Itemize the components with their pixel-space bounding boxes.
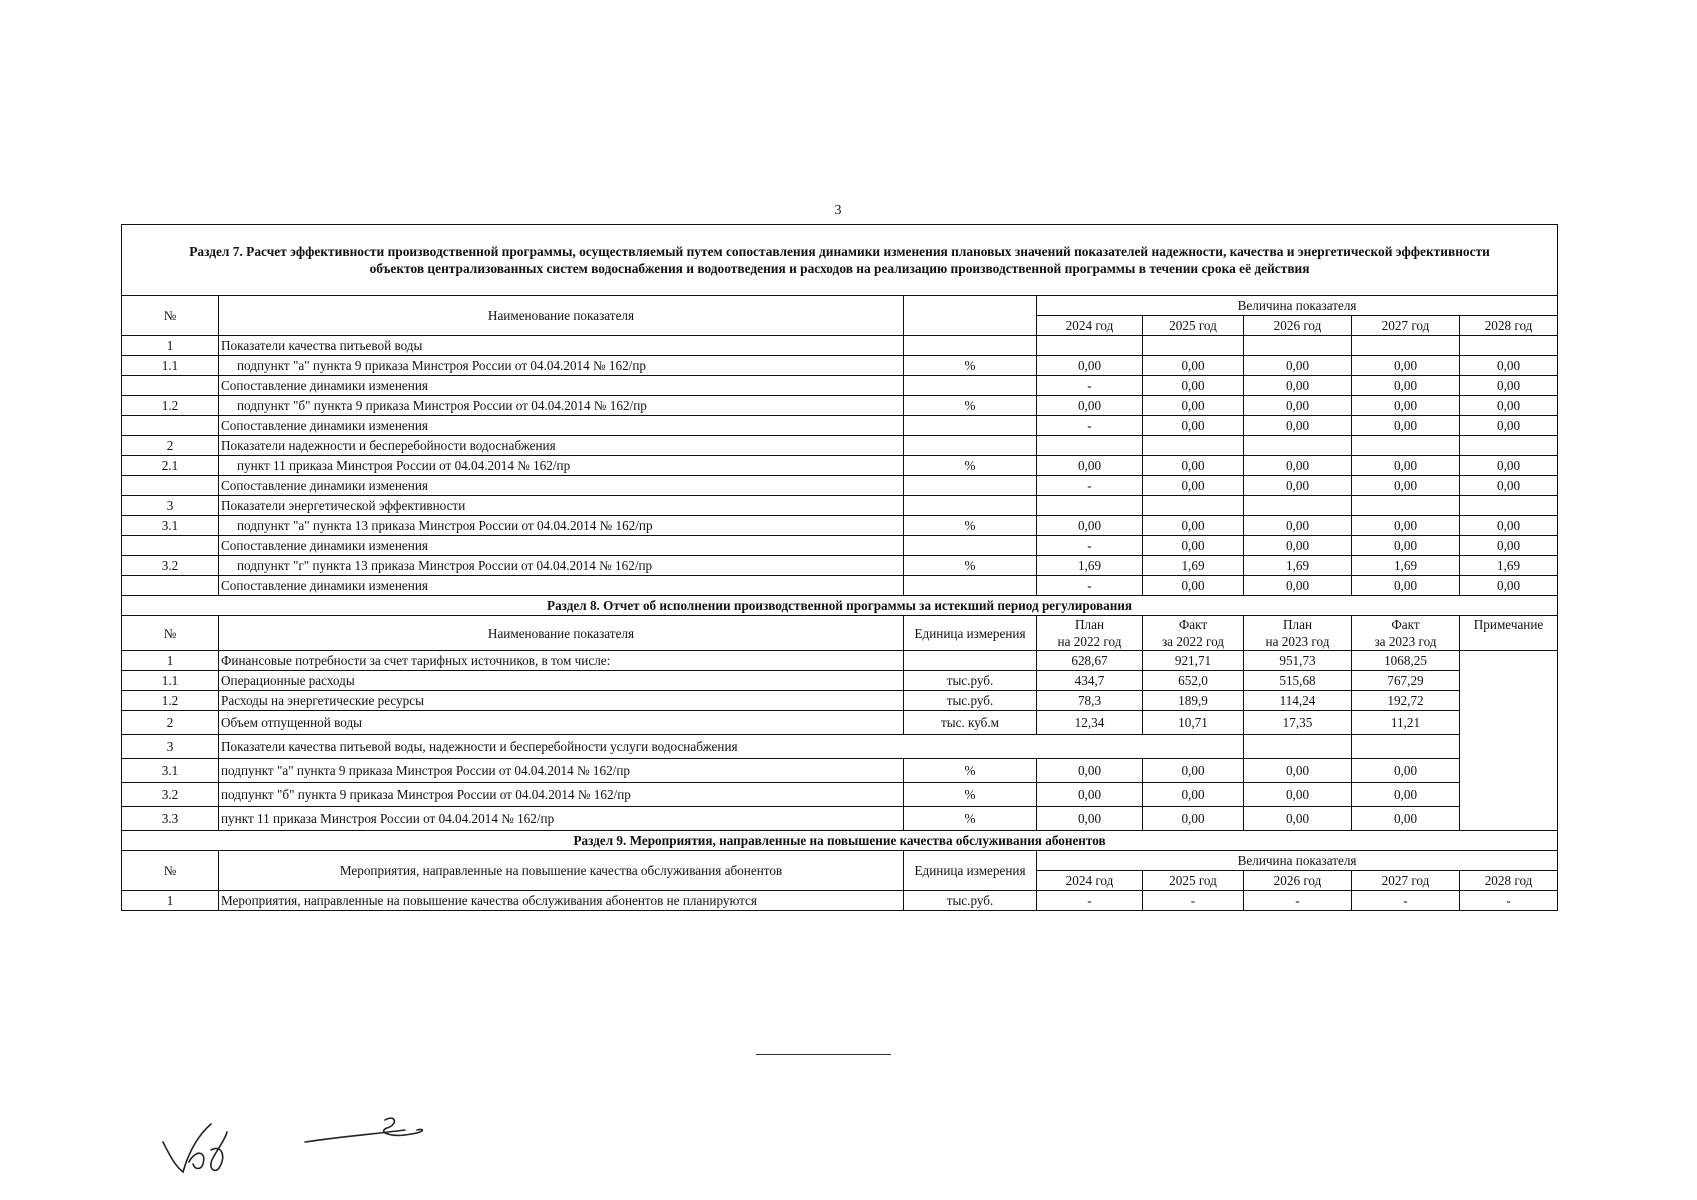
row-unit: [904, 651, 1037, 671]
row-unit: тыс.руб.: [904, 671, 1037, 691]
row-unit: %: [904, 516, 1037, 536]
row-value: 0,00: [1460, 576, 1558, 596]
row-value: 921,71: [1143, 651, 1244, 671]
row-unit: [904, 576, 1037, 596]
section7-col-num: №: [122, 296, 219, 336]
section8-title-row: [122, 596, 1558, 616]
row-unit: %: [904, 807, 1037, 831]
row-value: 12,34: [1037, 711, 1143, 735]
section9-title: Раздел 9. Мероприятия, направленные на повышение качества обслуживания абонентов: [122, 831, 1558, 851]
row-name: подпункт "а" пункта 13 приказа Минстроя России от 04.04.2014 № 162/пр: [219, 516, 904, 536]
row-unit: [904, 536, 1037, 556]
row-unit: [904, 496, 1037, 516]
row-number: 3.1: [122, 759, 219, 783]
row-unit: [904, 416, 1037, 436]
row-value: 515,68: [1244, 671, 1352, 691]
section8-row: [122, 783, 1558, 807]
section9-col-num: №: [122, 851, 219, 891]
row-value: 0,00: [1352, 783, 1460, 807]
period-kind: Факт: [1391, 617, 1420, 632]
period-year: за 2022 год: [1161, 634, 1225, 649]
row-value: -: [1037, 891, 1143, 911]
row-unit: %: [904, 759, 1037, 783]
section9-col-unit: Единица измерения: [904, 851, 1037, 891]
row-value: 0,00: [1244, 576, 1352, 596]
period-year: за 2023 год: [1374, 634, 1437, 649]
row-unit: %: [904, 356, 1037, 376]
row-number: 2.1: [122, 456, 219, 476]
row-value: 0,00: [1352, 396, 1460, 416]
row-value: 0,00: [1037, 356, 1143, 376]
row-value: 192,72: [1352, 691, 1460, 711]
row-value: 0,00: [1352, 807, 1460, 831]
row-value: 0,00: [1037, 807, 1143, 831]
row-value: 10,71: [1143, 711, 1244, 735]
period-kind: Факт: [1178, 617, 1208, 632]
row-unit: %: [904, 396, 1037, 416]
row-value: 0,00: [1460, 396, 1558, 416]
row-value: 0,00: [1244, 807, 1352, 831]
row-value: 1,69: [1143, 556, 1244, 576]
row-number: 1.2: [122, 396, 219, 416]
row-value: 0,00: [1352, 759, 1460, 783]
row-value: 0,00: [1037, 759, 1143, 783]
row-value: 17,35: [1244, 711, 1352, 735]
section9-row: [122, 891, 1558, 911]
row-note: [1460, 651, 1558, 831]
row-name: Сопоставление динамики изменения: [219, 576, 904, 596]
row-name: Объем отпущенной воды: [219, 711, 904, 735]
row-unit: тыс. куб.м: [904, 711, 1037, 735]
row-value: [1352, 436, 1460, 456]
row-number: 3.2: [122, 783, 219, 807]
section9-col-name: Мероприятия, направленные на повышение качества обслуживания абонентов: [219, 851, 904, 891]
row-value: 0,00: [1244, 356, 1352, 376]
row-number: 3: [122, 735, 219, 759]
section7-row: [122, 516, 1558, 536]
bottom-rule: [756, 1054, 891, 1055]
section8-row: [122, 671, 1558, 691]
row-unit: [904, 376, 1037, 396]
row-value: 1,69: [1037, 556, 1143, 576]
row-value: 0,00: [1460, 516, 1558, 536]
section7-row: [122, 496, 1558, 516]
row-value: 0,00: [1244, 396, 1352, 416]
row-value: 0,00: [1143, 576, 1244, 596]
section7-row: [122, 536, 1558, 556]
row-name: Показатели энергетической эффективности: [219, 496, 904, 516]
row-number: 1: [122, 651, 219, 671]
row-value: 189,9: [1143, 691, 1244, 711]
row-value: 1,69: [1352, 556, 1460, 576]
section8-row: [122, 691, 1558, 711]
row-value: 0,00: [1460, 356, 1558, 376]
section7-title-row: [122, 225, 1558, 296]
row-unit: [904, 436, 1037, 456]
row-value: [1143, 436, 1244, 456]
row-value: 0,00: [1352, 416, 1460, 436]
row-value: 0,00: [1143, 476, 1244, 496]
period-kind: План: [1282, 617, 1312, 632]
row-value: [1352, 735, 1460, 759]
row-number: 2: [122, 436, 219, 456]
row-value: 0,00: [1244, 783, 1352, 807]
section7-col-group: Величина показателя: [1037, 296, 1558, 316]
row-value: 951,73: [1244, 651, 1352, 671]
section7-row: [122, 356, 1558, 376]
row-value: 0,00: [1244, 476, 1352, 496]
row-value: [1244, 436, 1352, 456]
row-value: 78,3: [1037, 691, 1143, 711]
row-value: 0,00: [1037, 516, 1143, 536]
page-number: 3: [834, 203, 842, 218]
section8-header-row: [122, 616, 1558, 651]
row-number: 3.3: [122, 807, 219, 831]
section9-year-header: 2026 год: [1244, 871, 1352, 891]
row-value: [1352, 496, 1460, 516]
row-name: Сопоставление динамики изменения: [219, 376, 904, 396]
indicators-table: [121, 224, 1558, 911]
row-value: 0,00: [1143, 807, 1244, 831]
row-value: -: [1037, 536, 1143, 556]
row-number: 3: [122, 496, 219, 516]
row-name: Показатели качества питьевой воды: [219, 336, 904, 356]
section8-col-note: Примечание: [1460, 616, 1558, 651]
row-value: 0,00: [1352, 376, 1460, 396]
section7-year-header: 2028 год: [1460, 316, 1558, 336]
row-number: 1.2: [122, 691, 219, 711]
row-name: подпункт "а" пункта 9 приказа Минстроя России от 04.04.2014 № 162/пр: [219, 356, 904, 376]
row-value: 11,21: [1352, 711, 1460, 735]
period-year: на 2023 год: [1265, 634, 1330, 649]
row-name: Расходы на энергетические ресурсы: [219, 691, 904, 711]
row-value: 0,00: [1352, 476, 1460, 496]
row-value: [1352, 336, 1460, 356]
section8-row: [122, 759, 1558, 783]
row-number: [122, 416, 219, 436]
row-value: 0,00: [1143, 376, 1244, 396]
row-name: пункт 11 приказа Минстроя России от 04.04.2014 № 162/пр: [219, 456, 904, 476]
section8-row: [122, 711, 1558, 735]
row-name: подпункт "г" пункта 13 приказа Минстроя России от 04.04.2014 № 162/пр: [219, 556, 904, 576]
period-kind: План: [1074, 617, 1104, 632]
row-value: 0,00: [1037, 783, 1143, 807]
row-value: [1460, 496, 1558, 516]
row-unit: [904, 336, 1037, 356]
row-value: 1,69: [1460, 556, 1558, 576]
period-year: на 2022 год: [1057, 634, 1122, 649]
row-value: [1037, 496, 1143, 516]
row-value: 0,00: [1352, 356, 1460, 376]
row-value: 652,0: [1143, 671, 1244, 691]
section8-period-header: [1244, 616, 1352, 651]
row-value: 114,24: [1244, 691, 1352, 711]
section7-row: [122, 336, 1558, 356]
section8-period-header: [1037, 616, 1143, 651]
row-value: 0,00: [1460, 456, 1558, 476]
section9-title-row: [122, 831, 1558, 851]
row-value: -: [1037, 576, 1143, 596]
row-value: 0,00: [1460, 376, 1558, 396]
row-value: 0,00: [1037, 396, 1143, 416]
row-name: Операционные расходы: [219, 671, 904, 691]
row-value: 767,29: [1352, 671, 1460, 691]
row-unit: [904, 476, 1037, 496]
row-value: 0,00: [1244, 759, 1352, 783]
row-unit: %: [904, 783, 1037, 807]
row-value: -: [1244, 891, 1352, 911]
row-value: -: [1460, 891, 1558, 911]
row-value: 0,00: [1352, 456, 1460, 476]
row-value: -: [1352, 891, 1460, 911]
section7-row: [122, 416, 1558, 436]
section7-col-unit: [904, 296, 1037, 336]
row-number: 1: [122, 336, 219, 356]
section8-row: [122, 807, 1558, 831]
row-value: 0,00: [1143, 396, 1244, 416]
section8-title: Раздел 8. Отчет об исполнении производственной программы за истекший период регулирования: [122, 596, 1558, 616]
row-name: Показатели качества питьевой воды, надежности и бесперебойности услуги водоснабжения: [219, 735, 1244, 759]
section7-year-header: 2024 год: [1037, 316, 1143, 336]
row-name: подпункт "а" пункта 9 приказа Минстроя России от 04.04.2014 № 162/пр: [219, 759, 904, 783]
section8-period-header: [1352, 616, 1460, 651]
row-number: 3.1: [122, 516, 219, 536]
section8-row: [122, 651, 1558, 671]
section9-col-group: Величина показателя: [1037, 851, 1558, 871]
row-value: 1,69: [1244, 556, 1352, 576]
section7-header-row: [122, 296, 1558, 316]
section7-row: [122, 476, 1558, 496]
row-value: 0,00: [1143, 536, 1244, 556]
section9-year-header: 2025 год: [1143, 871, 1244, 891]
row-number: [122, 576, 219, 596]
row-value: 0,00: [1352, 576, 1460, 596]
section7-year-header: 2025 год: [1143, 316, 1244, 336]
row-value: [1143, 336, 1244, 356]
row-number: [122, 476, 219, 496]
section7-title: Раздел 7. Расчет эффективности производственной программы, осуществляемый путем сопоставления динамики изменения плановых значений показателей надежности, качества и энергетической эффективности объектов централизованных систем водоснабжения и водоотведения и расходов на реализацию производственной программы в течении срока её действия: [122, 225, 1558, 296]
row-number: 1: [122, 891, 219, 911]
row-value: -: [1037, 376, 1143, 396]
row-value: [1143, 496, 1244, 516]
row-number: [122, 536, 219, 556]
section8-col-name: Наименование показателя: [219, 616, 904, 651]
section7-year-header: 2026 год: [1244, 316, 1352, 336]
section7-row: [122, 576, 1558, 596]
section8-row: [122, 735, 1558, 759]
row-number: 3.2: [122, 556, 219, 576]
section9-year-header: 2027 год: [1352, 871, 1460, 891]
section8-period-header: [1143, 616, 1244, 651]
section9-header-row: [122, 851, 1558, 871]
row-value: 0,00: [1143, 356, 1244, 376]
row-value: [1244, 336, 1352, 356]
section7-row: [122, 396, 1558, 416]
row-value: -: [1143, 891, 1244, 911]
row-value: 0,00: [1460, 476, 1558, 496]
row-name: Финансовые потребности за счет тарифных источников, в том числе:: [219, 651, 904, 671]
row-value: [1037, 436, 1143, 456]
section8-col-unit: Единица измерения: [904, 616, 1037, 651]
row-value: 0,00: [1143, 416, 1244, 436]
row-value: [1460, 336, 1558, 356]
row-value: 0,00: [1143, 456, 1244, 476]
row-value: 0,00: [1244, 416, 1352, 436]
signature: [155, 1110, 455, 1180]
row-name: Мероприятия, направленные на повышение качества обслуживания абонентов не планируются: [219, 891, 904, 911]
section7-col-name: Наименование показателя: [219, 296, 904, 336]
section7-row: [122, 376, 1558, 396]
row-value: 0,00: [1143, 759, 1244, 783]
row-value: -: [1037, 476, 1143, 496]
row-value: [1244, 496, 1352, 516]
section7-row: [122, 436, 1558, 456]
section8-col-num: №: [122, 616, 219, 651]
row-value: 0,00: [1352, 536, 1460, 556]
row-value: 0,00: [1143, 516, 1244, 536]
row-name: подпункт "б" пункта 9 приказа Минстроя России от 04.04.2014 № 162/пр: [219, 783, 904, 807]
row-value: 434,7: [1037, 671, 1143, 691]
row-value: [1037, 336, 1143, 356]
row-value: 0,00: [1244, 456, 1352, 476]
row-value: [1244, 735, 1352, 759]
row-number: [122, 376, 219, 396]
row-name: пункт 11 приказа Минстроя России от 04.04.2014 № 162/пр: [219, 807, 904, 831]
row-name: Показатели надежности и бесперебойности водоснабжения: [219, 436, 904, 456]
section7-year-header: 2027 год: [1352, 316, 1460, 336]
row-unit: %: [904, 456, 1037, 476]
row-value: 0,00: [1143, 783, 1244, 807]
row-value: -: [1037, 416, 1143, 436]
row-name: Сопоставление динамики изменения: [219, 416, 904, 436]
row-name: Сопоставление динамики изменения: [219, 476, 904, 496]
row-value: 628,67: [1037, 651, 1143, 671]
row-unit: %: [904, 556, 1037, 576]
row-value: 0,00: [1352, 516, 1460, 536]
row-name: Сопоставление динамики изменения: [219, 536, 904, 556]
row-value: 0,00: [1037, 456, 1143, 476]
section7-row: [122, 456, 1558, 476]
row-name: подпункт "б" пункта 9 приказа Минстроя России от 04.04.2014 № 162/пр: [219, 396, 904, 416]
row-unit: тыс.руб.: [904, 691, 1037, 711]
section9-year-header: 2028 год: [1460, 871, 1558, 891]
section7-row: [122, 556, 1558, 576]
row-value: 0,00: [1460, 416, 1558, 436]
row-value: [1460, 436, 1558, 456]
row-unit: тыс.руб.: [904, 891, 1037, 911]
row-value: 0,00: [1244, 516, 1352, 536]
row-value: 0,00: [1460, 536, 1558, 556]
row-number: 1.1: [122, 671, 219, 691]
row-value: 0,00: [1244, 376, 1352, 396]
row-value: 1068,25: [1352, 651, 1460, 671]
row-number: 1.1: [122, 356, 219, 376]
row-number: 2: [122, 711, 219, 735]
row-value: 0,00: [1244, 536, 1352, 556]
section9-year-header: 2024 год: [1037, 871, 1143, 891]
